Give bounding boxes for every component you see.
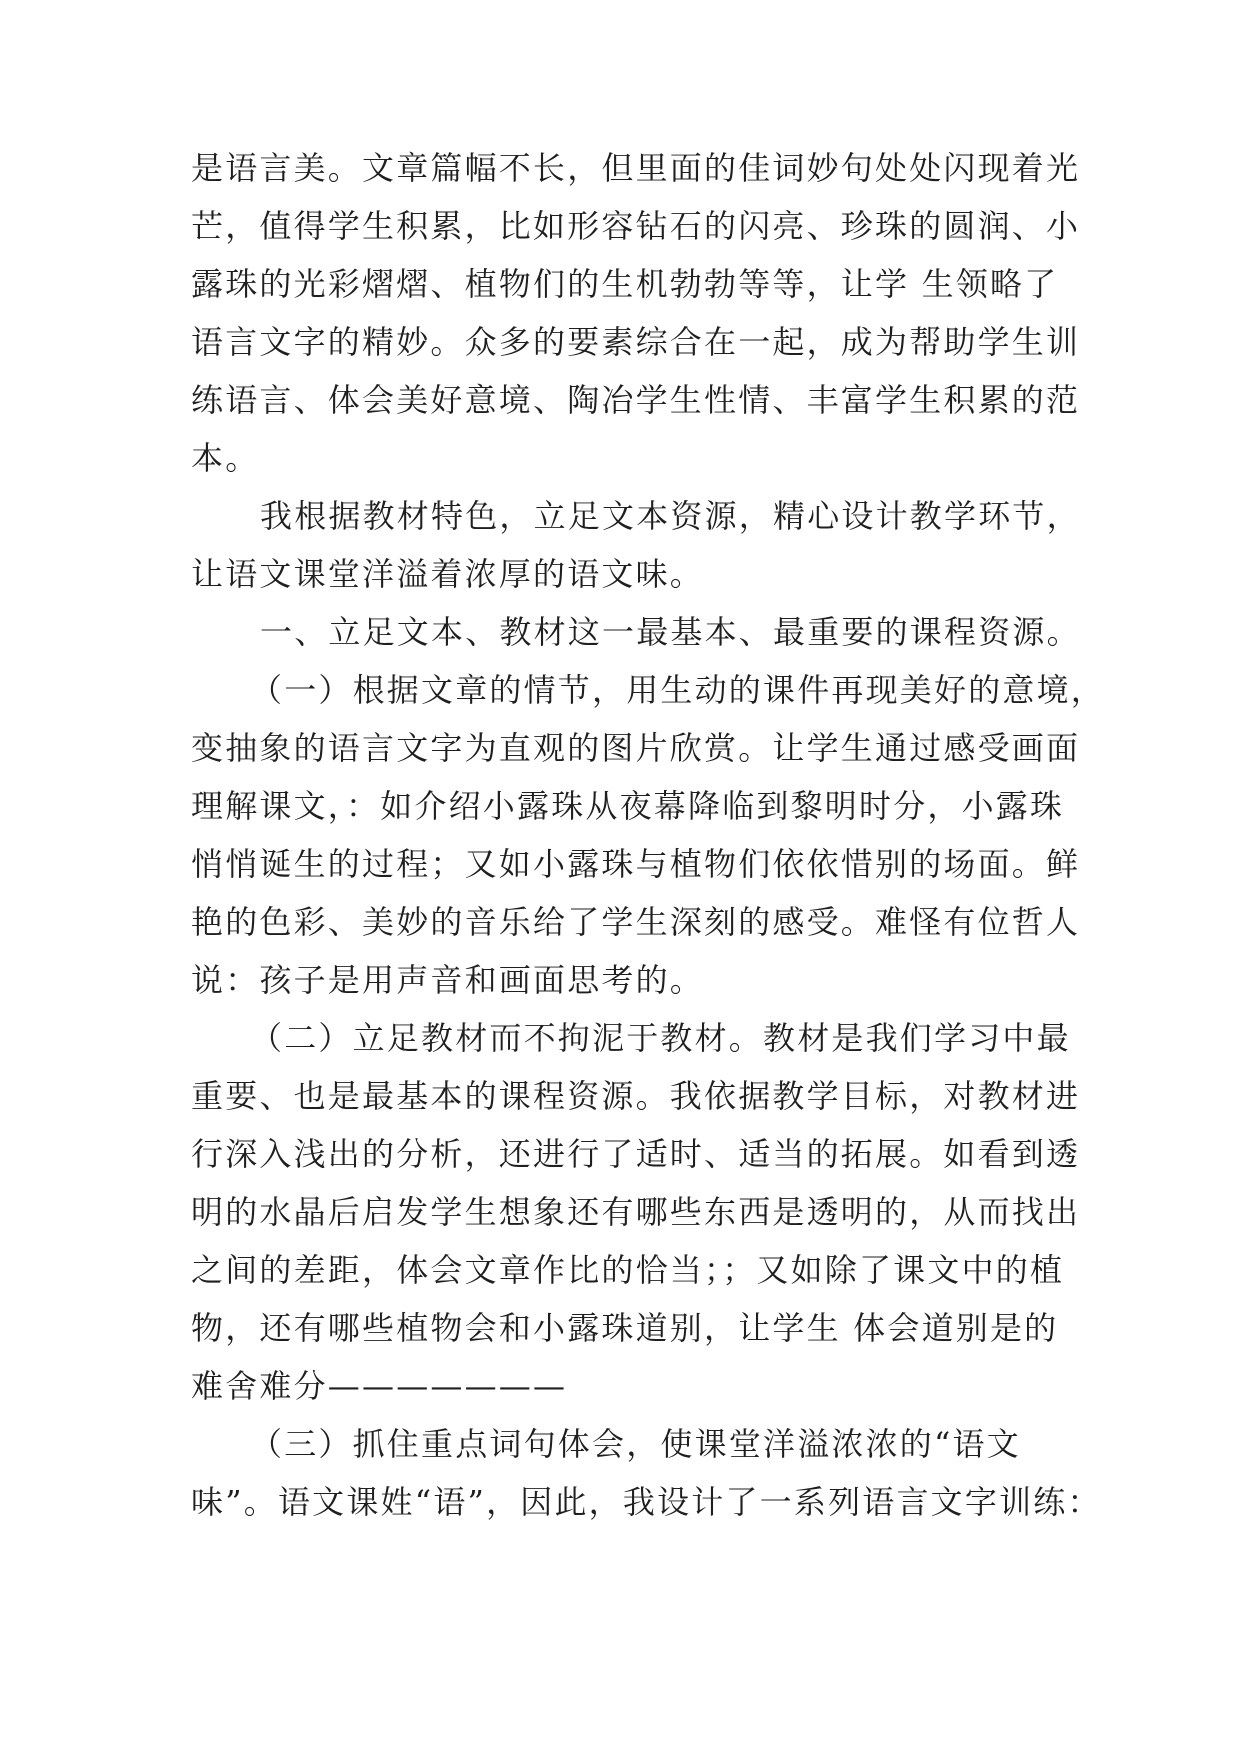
text-line: 说：孩子是用声音和画面思考的。 [191,961,705,999]
text-line: 让语文课堂洋溢着浓厚的语文味。 [191,555,705,593]
text-line: 难舍难分——————— [191,1367,568,1405]
text-line: 悄悄诞生的过程；又如小露珠与植物们依依惜别的场面。鲜 [191,845,1081,883]
subsection-first-line: （三）抓住重点词句体会，使课堂洋溢浓浓的“语文 [250,1425,1021,1463]
text-line: 行深入浅出的分析，还进行了适时、适当的拓展。如看到透 [191,1135,1081,1173]
text-line: 本。 [191,439,260,477]
text-line: 练语言、体会美好意境、陶冶学生性情、丰富学生积累的范 [191,381,1081,419]
paragraph-first-line: 我根据教材特色，立足文本资源，精心设计教学环节， [260,497,1081,535]
text-line: 语言文字的精妙。众多的要素综合在一起，成为帮助学生训 [191,323,1081,361]
section-heading: 一、立足文本、教材这一最基本、最重要的课程资源。 [260,613,1081,651]
text-line: 变抽象的语言文字为直观的图片欣赏。让学生通过感受画面 [191,729,1081,767]
text-line: 理解课文，：如介绍小露珠从夜幕降临到黎明时分，小露珠 [191,787,1065,825]
text-line: 之间的差距，体会文章作比的恰当；；又如除了课文中的植 [191,1251,1065,1289]
text-line: 是语言美。文章篇幅不长，但里面的佳词妙句处处闪现着光 [191,149,1081,187]
text-line: 重要、也是最基本的课程资源。我依据教学目标，对教材进 [191,1077,1081,1115]
text-line: 味”。语文课姓“语”，因此，我设计了一系列语言文字训练： [191,1483,1102,1521]
subsection-first-line: （一）根据文章的情节，用生动的课件再现美好的意境， [250,671,1106,709]
text-line: 明的水晶后启发学生想象还有哪些东西是透明的，从而找出 [191,1193,1081,1231]
text-line: 物，还有哪些植物会和小露珠道别，让学生 体会道别是的 [191,1309,1059,1347]
text-line: 露珠的光彩熠熠、植物们的生机勃勃等等，让学 生领略了 [191,265,1059,303]
subsection-first-line: （二）立足教材而不拘泥于教材。教材是我们学习中最 [250,1019,1071,1057]
text-line: 芒，值得学生积累，比如形容钻石的闪亮、珍珠的圆润、小 [191,207,1081,245]
text-line: 艳的色彩、美妙的音乐给了学生深刻的感受。难怪有位哲人 [191,903,1081,941]
